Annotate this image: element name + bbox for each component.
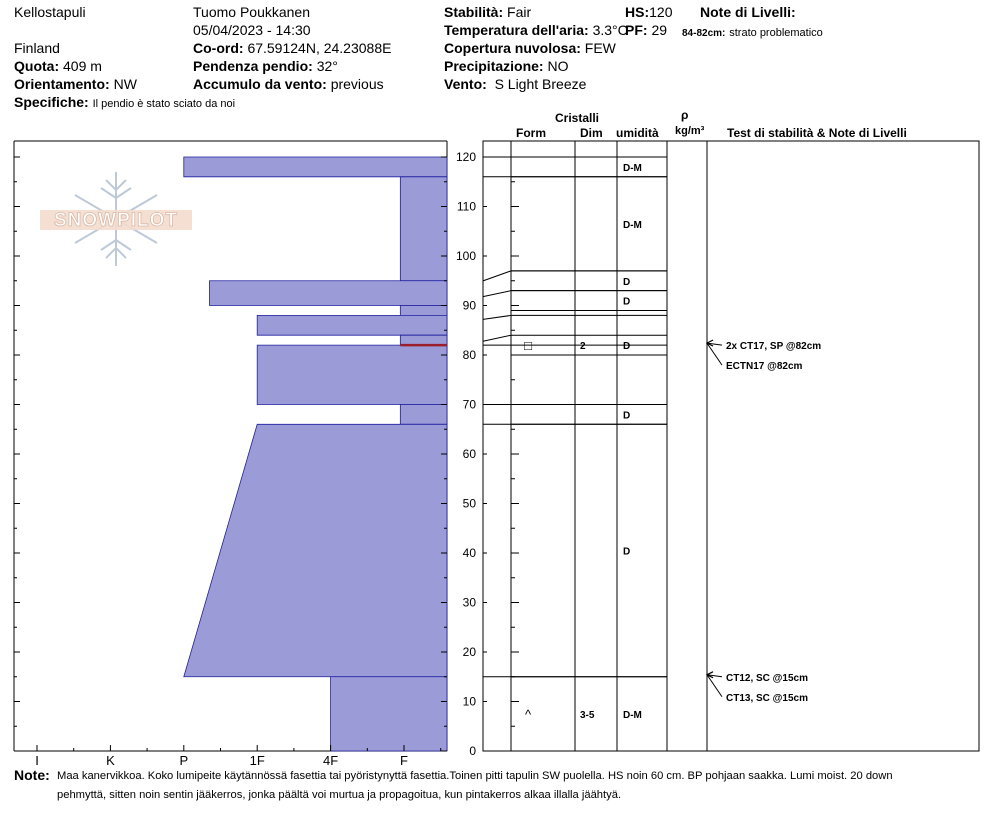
hs-value: 120 bbox=[649, 4, 673, 20]
hs-label: HS: bbox=[625, 4, 650, 20]
y-tick-label: 80 bbox=[462, 348, 476, 362]
stability-label: Stabilità: bbox=[444, 4, 504, 20]
hardness-layer bbox=[400, 405, 447, 425]
test-leader-line bbox=[707, 343, 722, 365]
hardness-tick-label: P bbox=[179, 753, 189, 768]
aspect-label: Orientamento: bbox=[14, 76, 110, 92]
watermark-text: SNOWPILOT bbox=[53, 210, 179, 231]
hardness-layer bbox=[184, 157, 447, 177]
hardness-layer bbox=[257, 315, 447, 335]
y-tick-label: 100 bbox=[455, 249, 476, 263]
moisture-value: D bbox=[623, 410, 631, 422]
hardness-tick-label: I bbox=[35, 753, 39, 768]
crystal-form: □ bbox=[524, 338, 532, 354]
y-tick-label: 120 bbox=[455, 150, 476, 164]
y-tick-label: 10 bbox=[462, 694, 476, 709]
rho-header: ρ bbox=[681, 108, 689, 122]
hardness-layer bbox=[209, 281, 447, 306]
y-tick-label: 20 bbox=[462, 645, 476, 659]
stability-test-text: CT12, SC @15cm bbox=[726, 672, 809, 684]
location: Kellostapuli bbox=[14, 4, 86, 20]
crystals-header: Cristalli bbox=[555, 111, 600, 125]
y-tick-label: 50 bbox=[462, 496, 476, 511]
stability-value: Fair bbox=[507, 4, 532, 20]
crystal-form: ^ bbox=[524, 706, 532, 722]
hardness-tick-label: K bbox=[106, 753, 115, 768]
test-leader-line bbox=[707, 675, 722, 697]
wind-loading-label: Accumulo da vento: bbox=[193, 76, 327, 92]
moisture-header: umidità bbox=[616, 126, 659, 140]
hardness-tick-label: 1F bbox=[249, 753, 265, 768]
air-temp-value: 3.3°C bbox=[592, 22, 628, 38]
form-header: Form bbox=[516, 126, 546, 140]
coords-label: Co-ord: bbox=[193, 40, 244, 56]
hardness-layer bbox=[257, 345, 447, 404]
hardness-layer bbox=[400, 335, 447, 345]
moisture-value: D-M bbox=[623, 709, 642, 721]
stability-test-text: 2x CT17, SP @82cm bbox=[726, 341, 822, 353]
wind-label: Vento: bbox=[444, 76, 487, 92]
y-tick-label: 90 bbox=[462, 298, 476, 313]
hardness-layer bbox=[400, 306, 447, 316]
density-unit-header: kg/m³ bbox=[675, 125, 705, 137]
datetime: 05/04/2023 - 14:30 bbox=[193, 22, 311, 38]
precip-value: NO bbox=[547, 58, 569, 74]
stability-test-text: CT13, SC @15cm bbox=[726, 692, 809, 704]
stability-test-text: ECTN17 @82cm bbox=[726, 361, 803, 373]
country: Finland bbox=[14, 40, 60, 56]
tests-notes-header: Test di stabilità & Note di Livelli bbox=[727, 126, 907, 140]
size-header: Dim bbox=[580, 126, 603, 140]
snowpilot-watermark bbox=[40, 172, 192, 266]
layer-note-text: strato problematico bbox=[729, 27, 823, 39]
y-tick-label: 60 bbox=[462, 447, 476, 461]
moisture-value: D bbox=[623, 341, 631, 353]
y-tick-label: 70 bbox=[462, 397, 476, 412]
slope-label: Pendenza pendio: bbox=[193, 58, 313, 74]
y-tick-label: 0 bbox=[469, 744, 476, 758]
note-line-1: Maa kanervikkoa. Koko lumipeite käytännössä fasettia tai pyöristynyttä fasettia.Toinen pitti tapulin SW puolella. HS noin 60 cm. BP pohjaan saakka. Lumi moist. 20 down bbox=[57, 770, 893, 782]
hardness-layer bbox=[184, 424, 447, 676]
specifics-value: Il pendio è stato sciato da noi bbox=[92, 98, 236, 110]
pf-label: PF: bbox=[625, 22, 648, 38]
moisture-value: D bbox=[623, 546, 631, 558]
moisture-value: D-M bbox=[623, 162, 642, 174]
crystal-size: 2 bbox=[580, 341, 586, 353]
wind-loading-value: previous bbox=[330, 76, 384, 92]
y-tick-label: 40 bbox=[462, 546, 476, 560]
cloud-label: Copertura nuvolosa: bbox=[444, 40, 581, 56]
layer-note-range: 84-82cm: bbox=[682, 28, 726, 39]
hardness-tick-label: F bbox=[400, 753, 408, 768]
slope-value: 32° bbox=[316, 58, 338, 74]
table-frame bbox=[483, 141, 979, 751]
observer: Tuomo Poukkanen bbox=[193, 4, 310, 20]
coords-value: 67.59124N, 24.23088E bbox=[247, 40, 392, 56]
layer-notes-label: Note di Livelli: bbox=[700, 4, 796, 20]
precip-label: Precipitazione: bbox=[444, 58, 544, 74]
elevation-label: Quota: bbox=[14, 58, 60, 74]
hardness-layer bbox=[331, 677, 447, 751]
wind-value: S Light Breeze bbox=[494, 76, 587, 92]
moisture-value: D bbox=[623, 276, 631, 288]
note-label: Note: bbox=[14, 767, 50, 783]
crystal-size: 3-5 bbox=[580, 709, 595, 721]
pf-value: 29 bbox=[651, 22, 668, 38]
moisture-value: D bbox=[623, 296, 631, 308]
y-tick-label: 30 bbox=[462, 595, 476, 610]
hardness-tick-label: 4F bbox=[323, 753, 339, 768]
hardness-layer bbox=[400, 177, 447, 281]
air-temp-label: Temperatura dell'aria: bbox=[444, 22, 589, 38]
elevation-value: 409 m bbox=[63, 58, 102, 74]
cloud-value: FEW bbox=[584, 40, 616, 56]
specifics-label: Specifiche: bbox=[14, 94, 89, 110]
note-line-2: pehmyttä, sitten noin sentin jääkerros, jonka päältä voi murtua ja propagoitua, kun pintakerros alkaa illalla jäähtyä. bbox=[57, 789, 622, 801]
moisture-value: D-M bbox=[623, 219, 642, 231]
y-tick-label: 110 bbox=[456, 199, 476, 214]
aspect-value: NW bbox=[113, 76, 137, 92]
